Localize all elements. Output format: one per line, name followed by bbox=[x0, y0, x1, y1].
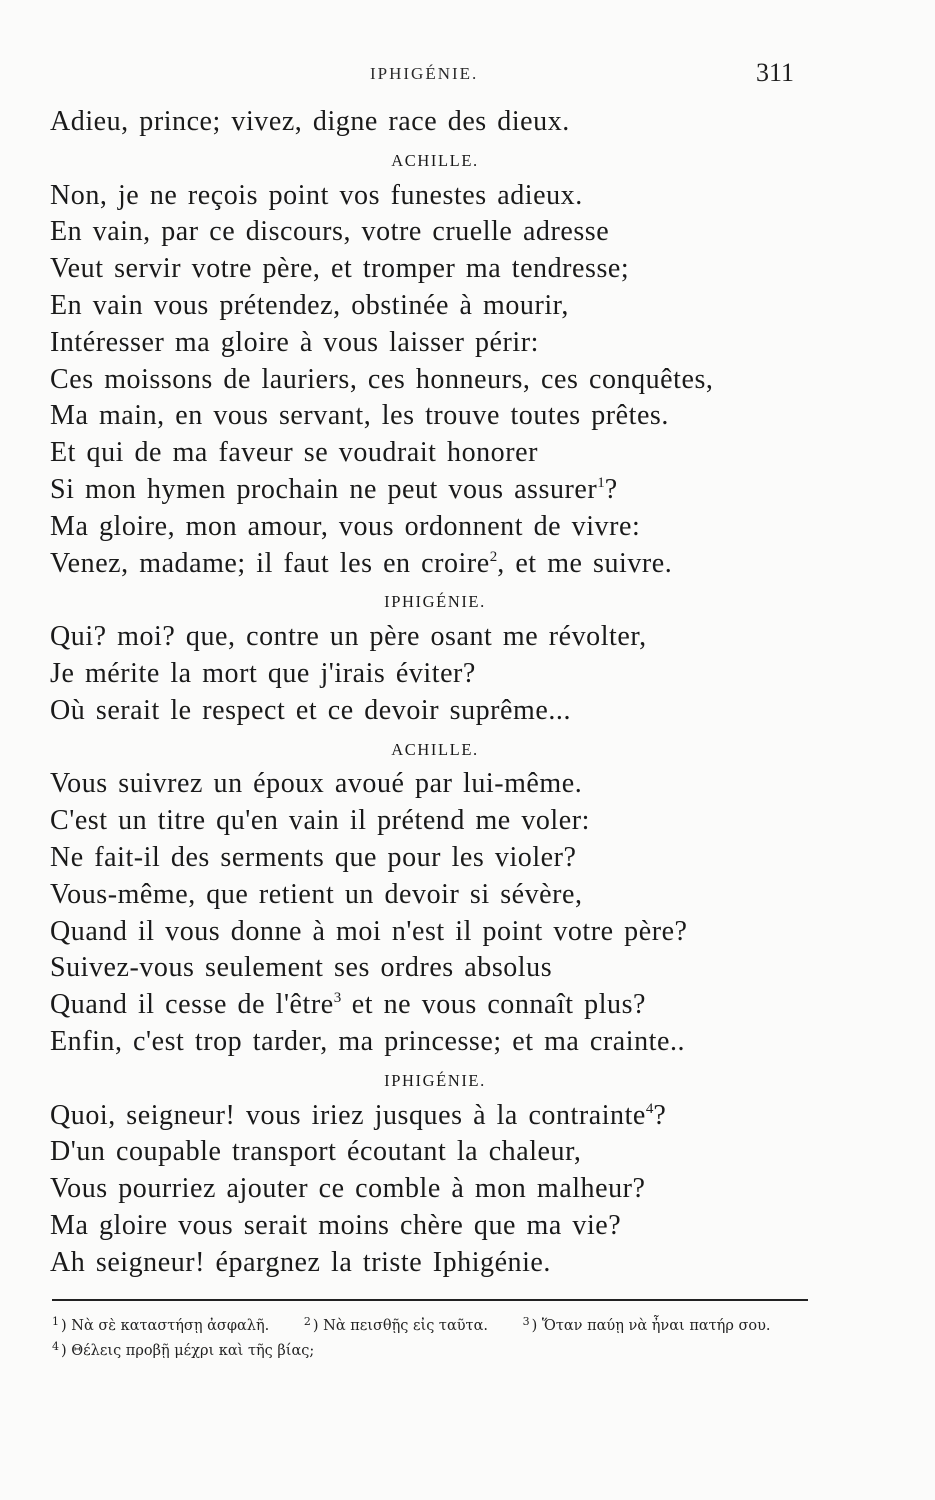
verse-line: Et qui de ma faveur se voudrait honorer bbox=[50, 437, 538, 469]
verse-line: Vous-même, que retient un devoir si sévère, bbox=[50, 878, 583, 910]
verse-line: Veut servir votre père, et tromper ma tendresse; bbox=[50, 253, 630, 285]
verse-line: D'un coupable transport écoutant la chaleur, bbox=[50, 1136, 582, 1168]
verse-line: Ma gloire, mon amour, vous ordonnent de vivre: bbox=[50, 510, 641, 542]
verse-line: Enfin, c'est trop tarder, ma princesse; et ma crainte.. bbox=[50, 1025, 686, 1057]
verse-line: En vain, par ce discours, votre cruelle adresse bbox=[50, 216, 610, 248]
verse-line: Quand il cesse de l'être$^3$ et ne vous connaît plus? bbox=[50, 989, 647, 1021]
verse-line: Qui? moi? que, contre un père osant me révolter, bbox=[50, 621, 647, 653]
verse-line: Si mon hymen prochain ne peut vous assurer$^1$? bbox=[50, 473, 618, 505]
verse-text bbox=[50, 104, 830, 1282]
footnote-marker: 2 bbox=[489, 548, 498, 565]
verse-line: Quoi, seigneur! vous iriez jusques à la contrainte$^4$? bbox=[50, 1099, 667, 1131]
verse-line: Quand il vous donne à moi n'est il point votre père? bbox=[50, 915, 688, 947]
footnote-2: $^2$ ) Νὰ πεισθῇς εἰς ταῦτα. bbox=[303, 1315, 488, 1334]
verse-line: Ah seigneur! épargnez la triste Iphigénie. bbox=[50, 1246, 551, 1278]
verse-line: Où serait le respect et ce devoir suprême... bbox=[50, 694, 571, 726]
verse-line: Ne fait-il des serments que pour les violer? bbox=[50, 841, 577, 873]
verse-line: Adieu, prince; vivez, digne race des dieux. bbox=[50, 106, 570, 137]
footnote-rule bbox=[52, 1299, 808, 1301]
footnote-3: $^3$ ) Ὅταν παύῃ νὰ ἦναι πατήρ σου. bbox=[522, 1315, 771, 1334]
verse-line: Vous suivrez un époux avoué par lui-même. bbox=[50, 768, 583, 800]
footnotes bbox=[52, 1310, 822, 1360]
speaker-name: IPHIGÉNIE. bbox=[384, 1070, 486, 1090]
speaker-name: IPHIGÉNIE. bbox=[384, 592, 486, 612]
verse-line: Ma main, en vous servant, les trouve toutes prêtes. bbox=[50, 400, 669, 432]
footnote-line bbox=[52, 1310, 822, 1335]
verse-line: Intéresser ma gloire à vous laisser périr: bbox=[50, 326, 539, 358]
verse-line: Ma gloire vous serait moins chère que ma vie? bbox=[50, 1209, 622, 1241]
verse-line: Vous pourriez ajouter ce comble à mon malheur? bbox=[50, 1173, 646, 1205]
footnote-marker: 4 bbox=[645, 1100, 654, 1117]
page-number: 311 bbox=[756, 58, 795, 87]
verse-line: Suivez-vous seulement ses ordres absolus bbox=[50, 952, 553, 984]
verse-line: Je mérite la mort que j'irais éviter? bbox=[50, 657, 476, 689]
footnote-1: $^1$ ) Νὰ σὲ καταστήσῃ ἀσφαλῆ. bbox=[52, 1315, 270, 1334]
footnote-marker: 1 bbox=[597, 474, 605, 491]
verse-line: C'est un titre qu'en vain il prétend me voler: bbox=[50, 805, 590, 837]
speaker-name: ACHILLE. bbox=[391, 739, 479, 759]
footnote-4: $^4$ ) Θέλεις προβῇ μέχρι καὶ τῆς βίας; bbox=[52, 1340, 315, 1359]
speaker-name: ACHILLE. bbox=[391, 150, 479, 170]
footnote-line bbox=[52, 1335, 822, 1360]
footnote-marker: 3 bbox=[333, 990, 342, 1007]
running-title: IPHIGÉNIE. bbox=[370, 64, 479, 83]
verse-line: Venez, madame; il faut les en croire$^2$, et me suivre. bbox=[50, 547, 673, 579]
verse-line: En vain vous prétendez, obstinée à mourir, bbox=[50, 289, 569, 321]
verse-line: Ces moissons de lauriers, ces honneurs, ces conquêtes, bbox=[50, 363, 714, 395]
verse-line: Non, je ne reçois point vos funestes adieux. bbox=[50, 179, 583, 211]
